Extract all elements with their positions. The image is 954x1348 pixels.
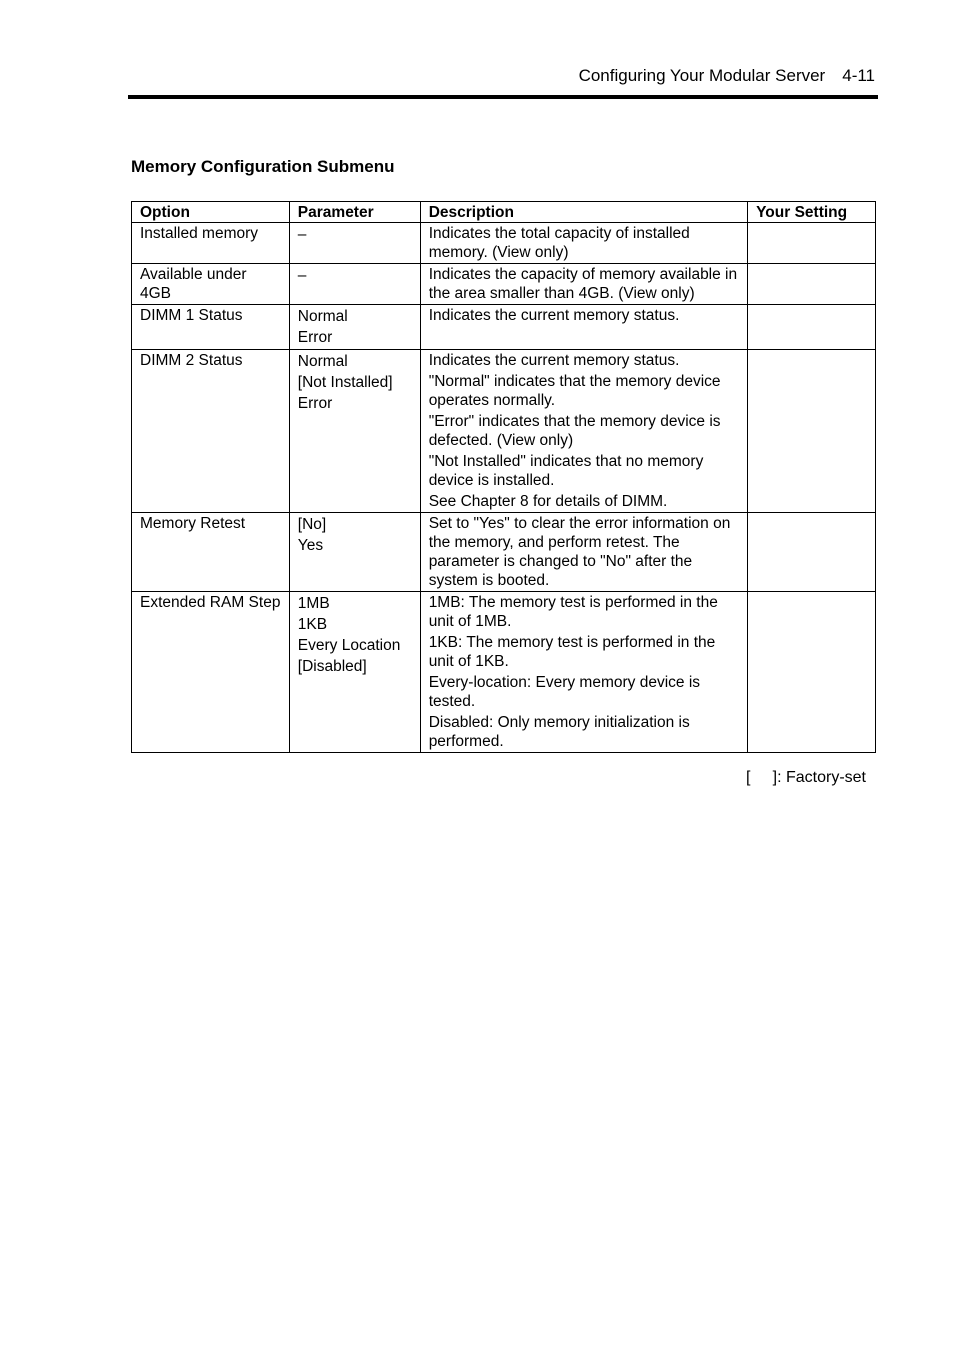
table-row <box>132 264 876 305</box>
description-cell <box>420 513 747 592</box>
parameter-value: [Disabled] <box>297 658 367 675</box>
description-cell <box>420 223 747 264</box>
parameter-value: Yes <box>297 537 324 554</box>
your-setting-cell <box>748 350 876 513</box>
description-paragraph: 1MB: The memory test is performed in the unit of 1MB. <box>428 594 718 630</box>
your-setting-cell <box>748 513 876 592</box>
description-paragraph: "Normal" indicates that the memory device operates normally. <box>428 373 721 409</box>
parameter-value: – <box>297 226 307 243</box>
option-cell: Installed memory <box>132 223 290 264</box>
parameter-value: Normal <box>297 353 348 370</box>
table-row <box>132 223 876 264</box>
description-paragraph: "Error" indicates that the memory device is defected. (View only) <box>428 413 721 449</box>
column-header-description: Description <box>420 202 747 223</box>
description-cell <box>420 264 747 305</box>
parameter-value: 1KB <box>297 616 328 633</box>
option-cell: Extended RAM Step <box>132 592 290 753</box>
page-header <box>579 66 875 86</box>
table-row <box>132 513 876 592</box>
your-setting-cell <box>748 592 876 753</box>
parameter-value: Normal <box>297 308 348 325</box>
description-paragraph: Indicates the current memory status. <box>428 307 680 324</box>
factory-set-note: [ ]: Factory-set <box>745 769 866 786</box>
section-title: Memory Configuration Submenu <box>131 157 395 176</box>
description-paragraph: "Not Installed" indicates that no memory device is installed. <box>428 453 704 489</box>
parameter-value: [No] <box>297 516 327 533</box>
parameter-value: Error <box>297 395 333 412</box>
your-setting-cell <box>748 264 876 305</box>
description-paragraph: Indicates the current memory status. <box>428 352 680 369</box>
description-paragraph: Every-location: Every memory device is tested. <box>428 674 701 710</box>
description-paragraph: See Chapter 8 for details of DIMM. <box>428 493 668 510</box>
header-title: Configuring Your Modular Server <box>578 66 826 85</box>
parameter-cell <box>289 513 420 592</box>
option-cell: DIMM 1 Status <box>132 305 290 350</box>
option-cell: Available under 4GB <box>132 264 290 305</box>
option-cell: DIMM 2 Status <box>132 350 290 513</box>
header-rule <box>128 95 878 99</box>
description-cell <box>420 350 747 513</box>
description-paragraph: 1KB: The memory test is performed in the unit of 1KB. <box>428 634 716 670</box>
column-header-your-setting: Your Setting <box>748 202 876 223</box>
description-paragraph: Disabled: Only memory initialization is performed. <box>428 714 690 750</box>
memory-config-table <box>131 201 876 753</box>
description-cell <box>420 592 747 753</box>
description-cell <box>420 305 747 350</box>
your-setting-cell <box>748 223 876 264</box>
column-header-parameter: Parameter <box>289 202 420 223</box>
parameter-cell <box>289 350 420 513</box>
parameter-value: – <box>297 267 307 284</box>
table-row <box>132 305 876 350</box>
table-header-row <box>132 202 876 223</box>
parameter-cell <box>289 264 420 305</box>
parameter-value: Error <box>297 329 333 346</box>
parameter-cell <box>289 223 420 264</box>
table-row <box>132 592 876 753</box>
table-row <box>132 350 876 513</box>
parameter-value: 1MB <box>297 595 330 612</box>
parameter-cell <box>289 592 420 753</box>
option-cell: Memory Retest <box>132 513 290 592</box>
parameter-value: [Not Installed] <box>297 374 393 391</box>
column-header-option: Option <box>132 202 290 223</box>
description-paragraph: Set to "Yes" to clear the error information on the memory, and perform retest. The parameter is changed to "No" after the system is booted. <box>428 515 731 589</box>
page-number: 4-11 <box>842 66 875 85</box>
parameter-value: Every Location <box>297 637 401 654</box>
description-paragraph: Indicates the capacity of memory available in the area smaller than 4GB. (View only) <box>428 266 738 302</box>
parameter-cell <box>289 305 420 350</box>
your-setting-cell <box>748 305 876 350</box>
table-body <box>132 223 876 753</box>
description-paragraph: Indicates the total capacity of installed memory. (View only) <box>428 225 690 261</box>
